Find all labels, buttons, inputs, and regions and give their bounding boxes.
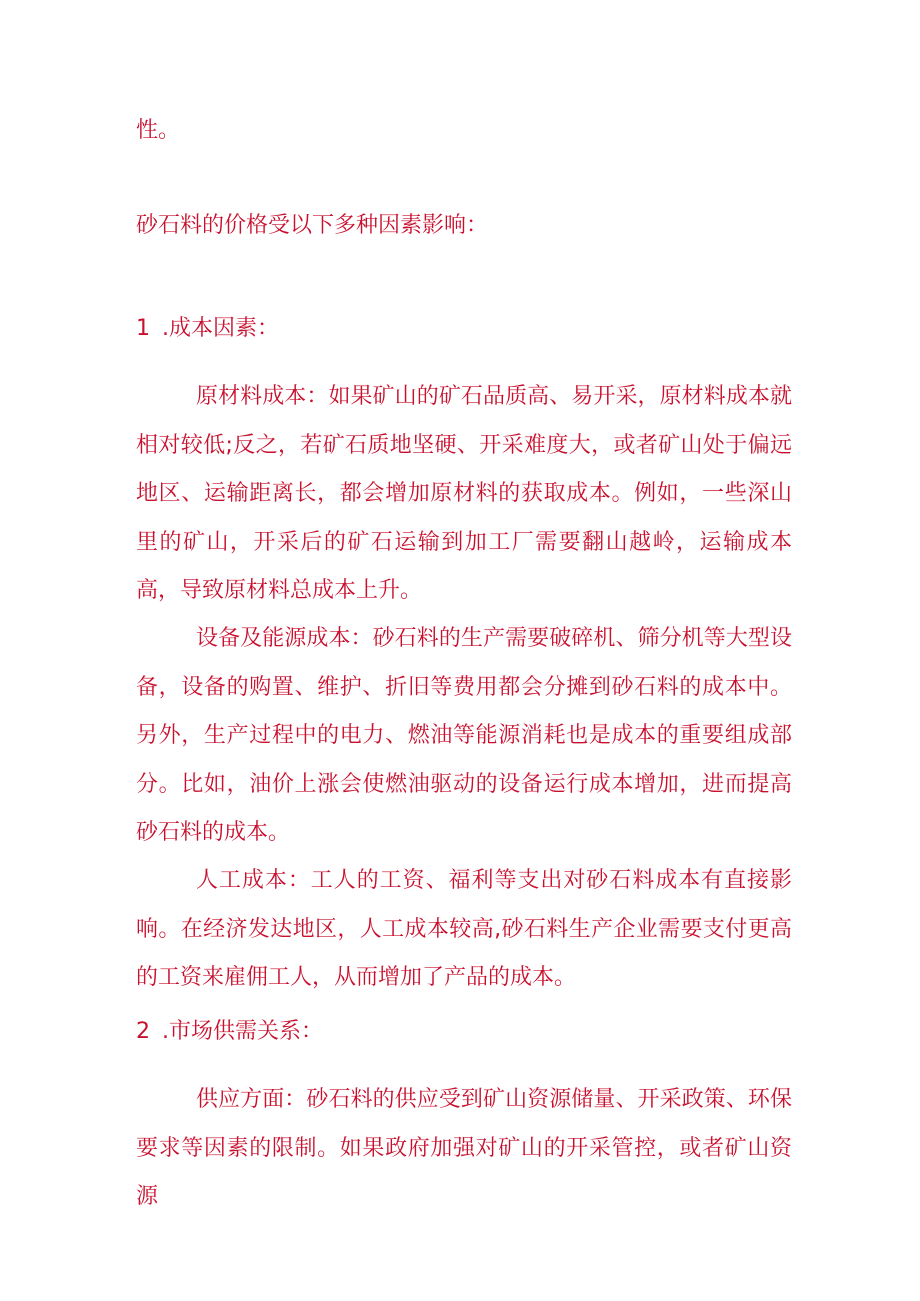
paragraph-supply-side: 供应方面：砂石料的供应受到矿山资源储量、开采政策、环保要求等因素的限制。如果政府加强对矿山的开采管控，或者矿山资源 [136,1087,792,1209]
continuation-line: 性。 [136,118,181,143]
section-heading-1 [136,314,796,344]
section-title: .成本因素： [162,316,279,341]
intro-line: 砂石料的价格受以下多种因素影响： [136,213,489,238]
section-title: .市场供需关系： [162,1019,323,1044]
section-number: 2 [136,1019,150,1044]
paragraph-raw-material-cost: 原材料成本：如果矿山的矿石品质高、易开采，原材料成本就相对较低;反之，若矿石质地坚硬、开采难度大，或者矿山处于偏远地区、运输距离长，都会增加原材料的获取成本。例如，一些深山里的矿山，开采后的矿石运输到加工厂需要翻山越岭，运输成本高，导致原材料总成本上升。 [136,384,792,603]
section-heading-2 [136,1017,796,1047]
section-number: 1 [136,316,150,341]
paragraph-labor-cost: 人工成本：工人的工资、福利等支出对砂石料成本有直接影响。在经济发达地区，人工成本较高,砂石料生产企业需要支付更高的工资来雇佣工人，从而增加了产品的成本。 [136,868,792,990]
paragraph-equipment-energy-cost: 设备及能源成本：砂石料的生产需要破碎机、筛分机等大型设备，设备的购置、维护、折旧等费用都会分摊到砂石料的成本中。另外，生产过程中的电力、燃油等能源消耗也是成本的重要组成部分。比如，油价上涨会使燃油驱动的设备运行成本增加，进而提高砂石料的成本。 [136,626,792,845]
